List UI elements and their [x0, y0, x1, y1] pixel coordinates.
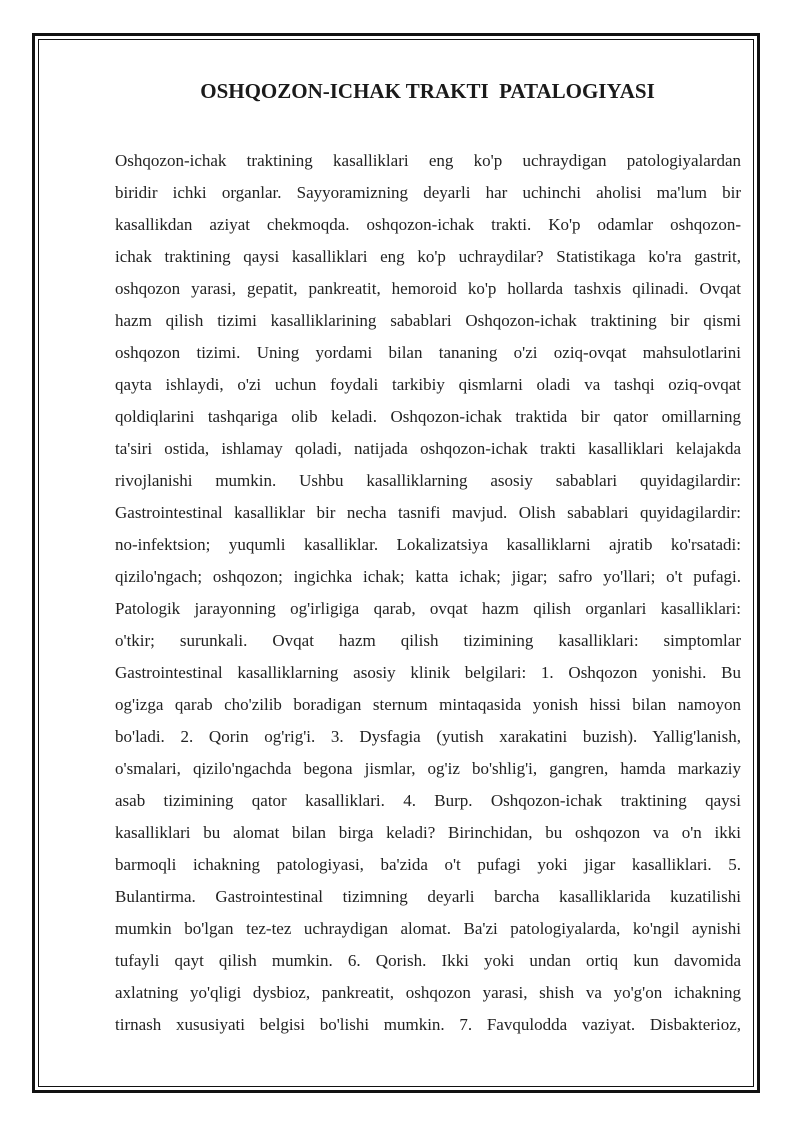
body-line: hazm qilish tizimi kasalliklarining sabablari Oshqozon-ichak traktining bir qismi — [115, 311, 741, 330]
body-line: kasallikdan aziyat chekmoqda. oshqozon-ichak trakti. Ko'p odamlar oshqozon- — [115, 215, 741, 234]
body-line: ichak traktining qaysi kasalliklari eng ko'p uchraydilar? Statistikaga ko'ra gastrit, — [115, 247, 741, 266]
body-line: rivojlanishi mumkin. Ushbu kasalliklarning asosiy sabablari quyidagilardir: — [115, 471, 741, 490]
body-line: qoldiqlarini tashqariga olib keladi. Oshqozon-ichak traktida bir qator omillarning — [115, 407, 741, 426]
body-line: o'smalari, qizilo'ngachda begona jismlar, og'iz bo'shlig'i, gangren, hamda markaziy — [115, 759, 741, 778]
body-line: axlatning yo'qligi dysbioz, pankreatit, oshqozon yarasi, shish va yo'g'on ichakning — [115, 983, 741, 1002]
body-line: mumkin bo'lgan tez-tez uchraydigan alomat. Ba'zi patologiyalarda, ko'ngil aynishi — [115, 919, 741, 938]
body-line: kasalliklari bu alomat bilan birga keladi? Birinchidan, bu oshqozon va o'n ikki — [115, 823, 741, 842]
document-title: OSHQOZON-ICHAK TRAKTI PATALOGIYASI — [200, 79, 655, 103]
body-line: Gastrointestinal kasalliklar bir necha tasnifi mavjud. Olish sabablari quyidagilardir: — [115, 503, 741, 522]
body-line: Oshqozon-ichak traktining kasalliklari eng ko'p uchraydigan patologiyalardan — [115, 151, 741, 170]
body-line: tufayli qayt qilish mumkin. 6. Qorish. Ikki yoki undan ortiq kun davomida — [115, 951, 741, 970]
body-line: Gastrointestinal kasalliklarning asosiy klinik belgilari: 1. Oshqozon yonishi. Bu — [115, 663, 741, 682]
body-line: qayta ishlaydi, o'zi uchun foydali tarkibiy qismlarni oladi va tashqi oziq-ovqat — [115, 375, 741, 394]
body-line: biridir ichki organlar. Sayyoramizning deyarli har uchinchi aholisi ma'lum bir — [115, 183, 741, 202]
body-line: og'izga qarab cho'zilib boradigan sternum mintaqasida yonish hissi bilan namoyon — [115, 695, 741, 714]
body-line: Patologik jarayonning og'irligiga qarab, ovqat hazm qilish organlari kasalliklari: — [115, 599, 741, 618]
body-line: no-infektsion; yuqumli kasalliklar. Lokalizatsiya kasalliklarni ajratib ko'rsatadi: — [115, 535, 741, 554]
body-line: bo'ladi. 2. Qorin og'rig'i. 3. Dysfagia (yutish xarakatini buzish). Yallig'lanish, — [115, 727, 741, 746]
body-line: barmoqli ichakning patologiyasi, ba'zida o't pufagi yoki jigar kasalliklari. 5. — [115, 855, 741, 874]
body-line: qizilo'ngach; oshqozon; ingichka ichak; katta ichak; jigar; safro yo'llari; o't pufagi. — [115, 567, 741, 586]
body-line: tirnash xususiyati belgisi bo'lishi mumkin. 7. Favqulodda vaziyat. Disbakterioz, — [115, 1015, 741, 1034]
body-line: asab tizimining qator kasalliklari. 4. Burp. Oshqozon-ichak traktining qaysi — [115, 791, 741, 810]
body-line: oshqozon yarasi, gepatit, pankreatit, hemoroid ko'p hollarda tashxis qilinadi. Ovqat — [115, 279, 741, 298]
body-line: oshqozon tizimi. Uning yordami bilan tananing o'zi oziq-ovqat mahsulotlarini — [115, 343, 741, 362]
body-line: ta'siri ostida, ishlamay qoladi, natijada oshqozon-ichak trakti kasalliklari kelajakda — [115, 439, 741, 458]
body-line: o'tkir; surunkali. Ovqat hazm qilish tizimining kasalliklari: simptomlar — [115, 631, 741, 650]
body-line: Bulantirma. Gastrointestinal tizimning deyarli barcha kasalliklarida kuzatilishi — [115, 887, 741, 906]
document-body — [115, 145, 741, 1041]
